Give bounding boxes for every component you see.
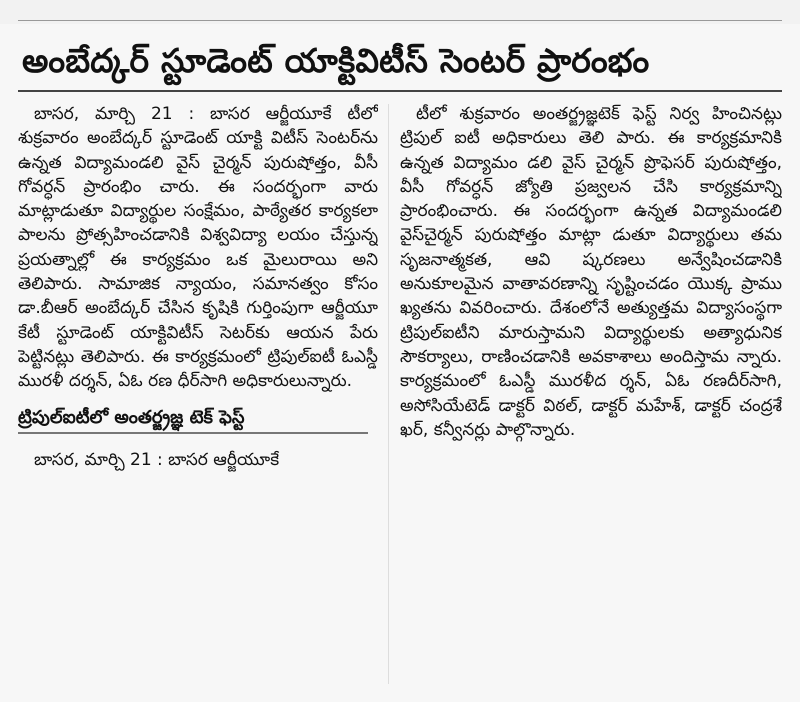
- top-divider: [18, 20, 782, 21]
- left-column: [18, 102, 378, 472]
- right-column: [400, 102, 782, 442]
- right-column-paragraph: టీలో శుక్రవారం అంతర్జ్రజ్ఞటెక్ ఫెస్ట్ నిర్వ హించినట్లు ట్రిపుల్ ఐటీ అధికారులు తెలి పారు. ఈ కార్యక్రమానికి ఉన్నత విద్యామం డలి వైస్ చైర్మన్ ప్రొఫెసర్ పురుషోత్తం, వీసీ గోవర్ధన్ జ్యోతి ప్రజ్వలన చేసి కార్యక్రమాన్ని ప్రారంభించారు. ఈ సందర్భంగా ఉన్నత విద్యామండలి వైస్‌చైర్మన్ పురుషోత్తం మాట్లా డుతూ విద్యార్థులు తమ సృజనాత్మకత, ఆవి ష్కరణలు అన్వేషించడానికి అనుకూలమైన వాతావరణాన్ని సృష్టించడం యొక్క ప్రాము ఖ్యతను వివరించారు. దేశంలోనే అత్యుత్తమ విద్యాసంస్థగా ట్రిపుల్‌ఐటీని మారుస్తామని విద్యార్థులకు అత్యాధునిక సౌకర్యాలు, రాణించడానికి అవకాశాలు అందిస్తామ న్నారు. కార్యక్రమంలో ఓఎస్డీ మురళీద ర్శన్, ఏఓ రణదీర్‌సాగి, అసోసియేటెడ్ డాక్టర్ విఠల్, డాక్టర్ మహేశ్, డాక్టర్ చంద్రశే ఖర్, కన్వీనర్లు పాల్గొన్నారు.: [400, 104, 782, 440]
- headline-rule: [18, 90, 782, 92]
- column-separator: [388, 104, 389, 684]
- left-column-paragraph-2: బాసర, మార్చి 21 : బాసర ఆర్జీయూకే: [34, 449, 280, 470]
- article-headline: అంబేద్కర్ స్టూడెంట్ యాక్టివిటీస్ సెంటర్ ప్రారంభం: [22, 41, 650, 80]
- article-subheading: ట్రిపుల్ఐటీలో అంతర్జ్రజ్ఞ టెక్ ఫెస్ట్: [18, 406, 368, 434]
- left-column-paragraph: బాసర, మార్చి 21 : బాసర ఆర్జీయూకే టీలో శుక్రవారం అంబేద్కర్ స్టూడెంట్ యాక్టి విటీస్ సెంటర్‌ను ఉన్నత విద్యామండలి వైస్ చైర్మన్ పురుషోత్తం, వీసీ గోవర్ధన్ ప్రారంభిం చారు. ఈ సందర్భంగా వారు మాట్లాడుతూ విద్యార్థుల సంక్షేమం, పాఠ్యేతర కార్యకలా పాలను ప్రోత్సహించడానికి విశ్వవిద్యా లయం చేస్తున్న ప్రయత్నాల్లో ఈ కార్యక్రమం ఒక మైలురాయి అని తెలిపారు. సామాజిక న్యాయం, సమానత్వం కోసం డా.బీఆర్ అంబేద్కర్ చేసిన కృషికి గుర్తింపుగా ఆర్జీయూ కేటీ స్టూడెంట్ యాక్టివిటీస్ సెటర్‌కు ఆయన పేరు పెట్టినట్లు తెలిపారు. ఈ కార్యక్రమంలో ట్రిపుల్‌ఐటీ ఓఎస్డీ మురళీ దర్శన్, ఏఓ రణ ధీర్‌సాగి అధికారులున్నారు.: [18, 104, 378, 392]
